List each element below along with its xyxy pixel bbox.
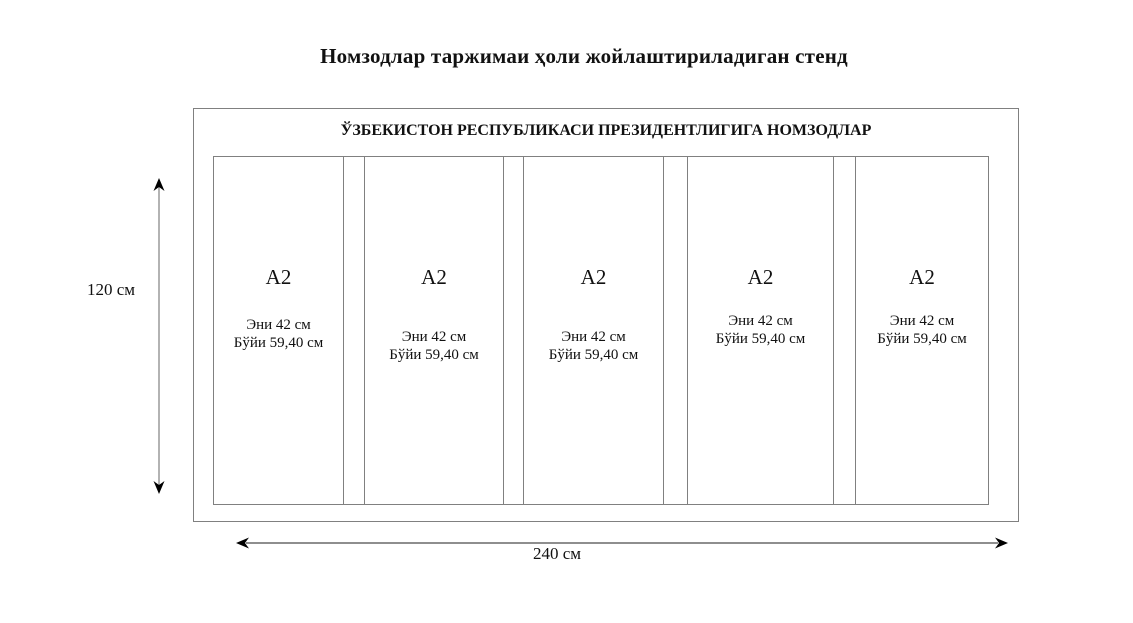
panel-format-label: A2 [580, 265, 607, 289]
stand-outline [193, 108, 1019, 522]
width-dimension-label: 240 см [532, 544, 582, 563]
panels-row [213, 156, 989, 505]
panel-format-label: A2 [421, 265, 447, 289]
stand-header-title: ЎЗБЕКИСТОН РЕСПУБЛИКАСИ ПРЕЗИДЕНТЛИГИГА НОМЗОДЛАР [340, 122, 872, 139]
panel-a2-2 [364, 157, 504, 504]
panel-divider-strip [344, 157, 364, 504]
panel-height-label: Бўйи 59,40 см [389, 347, 479, 363]
panel-size-text [214, 316, 343, 352]
panel-format-label: A2 [265, 265, 292, 289]
panel-width-label: Эни 42 см [728, 313, 793, 329]
vertical-dimension-arrow-icon [150, 177, 168, 495]
panel-format-label: A2 [909, 265, 935, 289]
panel-height-label: Бўйи 59,40 см [548, 347, 639, 363]
panel-height-label: Бўйи 59,40 см [715, 331, 806, 347]
panel-a2-4 [687, 157, 834, 504]
panel-divider-strip [834, 157, 855, 504]
horizontal-dimension-arrow-icon [235, 536, 1009, 550]
panel-a2-1 [214, 157, 344, 504]
panel-width-label: Эни 42 см [246, 317, 311, 333]
panel-divider-strip [664, 157, 687, 504]
panel-a2-3 [523, 157, 664, 504]
panel-size-text [856, 312, 988, 348]
panel-format-label: A2 [747, 265, 774, 289]
panel-divider-strip [504, 157, 523, 504]
panel-height-label: Бўйи 59,40 см [877, 331, 967, 347]
height-dimension-label: 120 см [86, 280, 136, 299]
panel-size-text [688, 312, 833, 348]
panel-width-label: Эни 42 см [561, 329, 626, 345]
panel-height-label: Бўйи 59,40 см [233, 335, 324, 351]
page-title: Номзодлар таржимаи ҳоли жойлаштириладиган стенд [320, 44, 848, 68]
panel-width-label: Эни 42 см [401, 329, 467, 345]
panel-size-text [365, 328, 503, 364]
panel-width-label: Эни 42 см [889, 313, 955, 329]
panel-a2-5 [855, 157, 988, 504]
panel-size-text [524, 328, 663, 364]
